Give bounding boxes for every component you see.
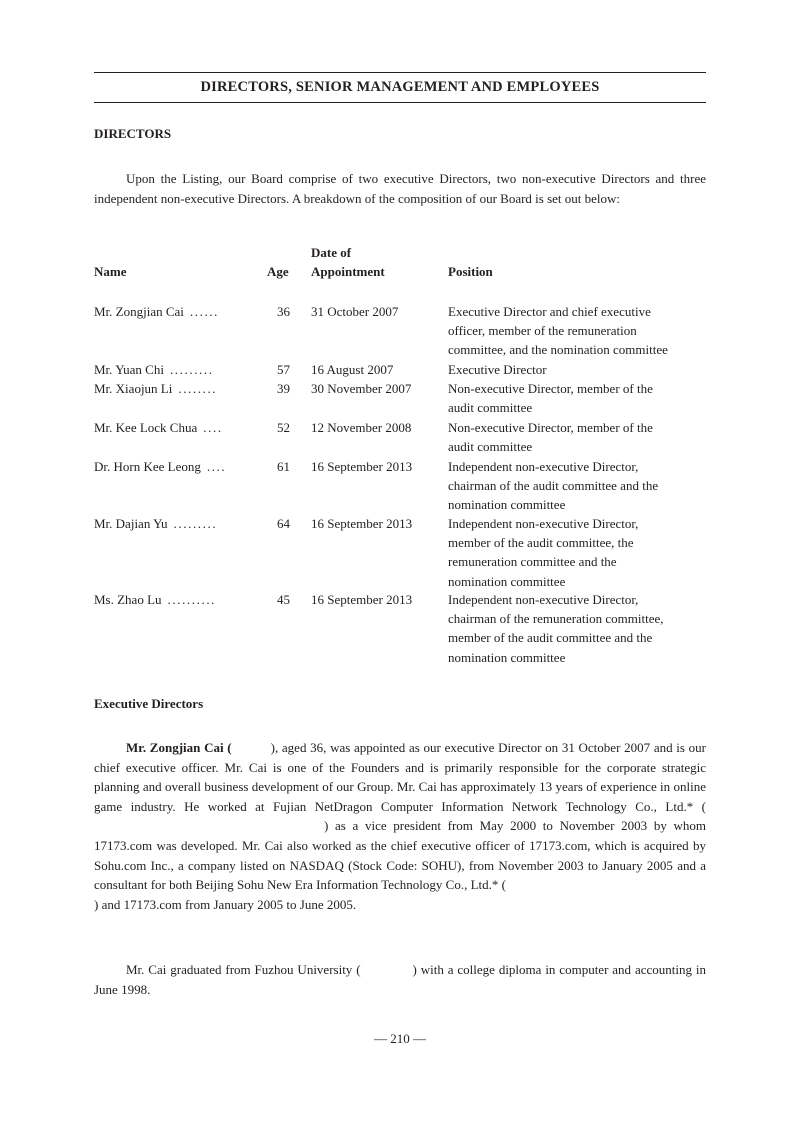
appointment-date: 31 October 2007 [311,304,399,319]
position-line: Non-executive Director, member of the [448,420,653,435]
position-line: Independent non-executive Director, [448,592,639,607]
appointment-date: 16 September 2013 [311,516,413,531]
director-age: 64 [277,516,290,531]
director-position [448,418,706,456]
director-name-cell [94,590,260,609]
col-header-name: Name [94,264,127,279]
director-name-cell [94,302,260,321]
directors-intro-text: Upon the Listing, our Board comprise of two executive Directors, two non-executive Directors and three independent non-executive Directors. A breakdown of the composition of our Board is set out below: [94,171,706,206]
position-line: Executive Director [448,362,547,377]
position-line: chairman of the remuneration committee, [448,611,664,627]
executive-directors-heading: Executive Directors [94,696,204,711]
director-name-cell [94,379,260,398]
director-name: Mr. Zongjian Cai [94,304,184,319]
position-line: remuneration committee and the [448,554,617,570]
directors-intro-paragraph [94,169,706,208]
directors-heading: DIRECTORS [94,126,172,141]
director-name-cell [94,418,260,437]
position-line: member of the audit committee and the [448,630,653,646]
cai-bio-text-c: ) and 17173.com from January 2005 to June 2005. [94,896,357,912]
dot-leader: ......... [173,516,218,531]
page-header-title: DIRECTORS, SENIOR MANAGEMENT AND EMPLOYEES [200,79,600,95]
cai-bio-text-a: ), aged 36, was appointed as our executive Director on 31 October 2007 and is our chief executive officer. Mr. Cai is one of the Founders and is primarily responsible for the corporate strategic planning and overall business development of our Group. Mr. Cai has approximately 13 years of experience in online game industry. He worked at Fujian NetDragon Computer Information Network Technology Co., Ltd.* ( [94,740,706,814]
cai-bio-text-b: ) as a vice president from May 2000 to November 2003 by whom 17173.com was developed. Mr. Cai also worked as the chief executive officer of 17173.com, which is acquired by Sohu.com Inc., a company listed on NASDAQ (Stock Code: SOHU), from November 2003 to January 2005 and a consultant for both Beijing Sohu New Era Information Technology Co., Ltd.* ( [94,818,706,893]
director-age: 61 [277,459,290,474]
director-name-cell [94,514,260,533]
header-top-rule [94,72,706,73]
position-line: committee, and the nomination committee [448,342,668,358]
position-line: nomination committee [448,497,566,513]
position-line: audit committee [448,439,533,455]
position-line: nomination committee [448,649,566,665]
appointment-date: 16 September 2013 [311,592,413,607]
position-line: Non-executive Director, member of the [448,381,653,396]
director-age: 36 [277,304,290,319]
cai-bio-paragraph [94,738,706,914]
col-header-date-line2: Appointment [311,264,385,279]
director-name-cell [94,457,260,476]
director-age: 52 [277,420,290,435]
dot-leader: ......... [169,362,214,377]
director-position [448,302,706,360]
cai-education-paragraph [94,960,706,999]
director-name: Mr. Yuan Chi [94,362,164,377]
director-name: Ms. Zhao Lu [94,592,162,607]
cai-bio-name: Mr. Zongjian Cai ( [126,740,232,755]
director-age: 39 [277,381,290,396]
col-header-date-line1: Date of [311,245,352,260]
position-line: Executive Director and chief executive [448,304,651,319]
position-line: chairman of the audit committee and the [448,478,659,494]
director-position [448,360,706,379]
dot-leader: ........ [178,381,218,396]
col-header-position: Position [448,264,493,279]
position-line: officer, member of the remuneration [448,323,637,339]
position-line: audit committee [448,400,533,416]
col-header-age: Age [267,264,289,279]
appointment-date: 16 September 2013 [311,459,413,474]
position-line: member of the audit committee, the [448,535,634,551]
director-position [448,379,706,417]
appointment-date: 12 November 2008 [311,420,412,435]
dot-leader: .... [203,420,223,435]
director-name: Dr. Horn Kee Leong [94,459,201,474]
position-line: Independent non-executive Director, [448,516,639,531]
director-age: 57 [277,362,290,377]
cai-education-text-b: ) with a college diploma in computer and accounting in June 1998. [94,962,706,997]
header-bottom-rule [94,102,706,103]
position-line: Independent non-executive Director, [448,459,639,474]
page-number: — 210 — [374,1031,426,1046]
appointment-date: 16 August 2007 [311,362,394,377]
appointment-date: 30 November 2007 [311,381,412,396]
director-age: 45 [277,592,290,607]
director-name: Mr. Kee Lock Chua [94,420,198,435]
dot-leader: ...... [189,304,220,319]
dot-leader: .... [206,459,227,474]
director-position [448,457,706,515]
director-name: Mr. Xiaojun Li [94,381,173,396]
dot-leader: .......... [167,592,217,607]
position-line: nomination committee [448,573,566,589]
cai-education-text-a: Mr. Cai graduated from Fuzhou University ( [126,962,361,977]
director-position [448,514,706,591]
director-name: Mr. Dajian Yu [94,516,168,531]
director-position [448,590,706,667]
director-name-cell [94,360,260,379]
